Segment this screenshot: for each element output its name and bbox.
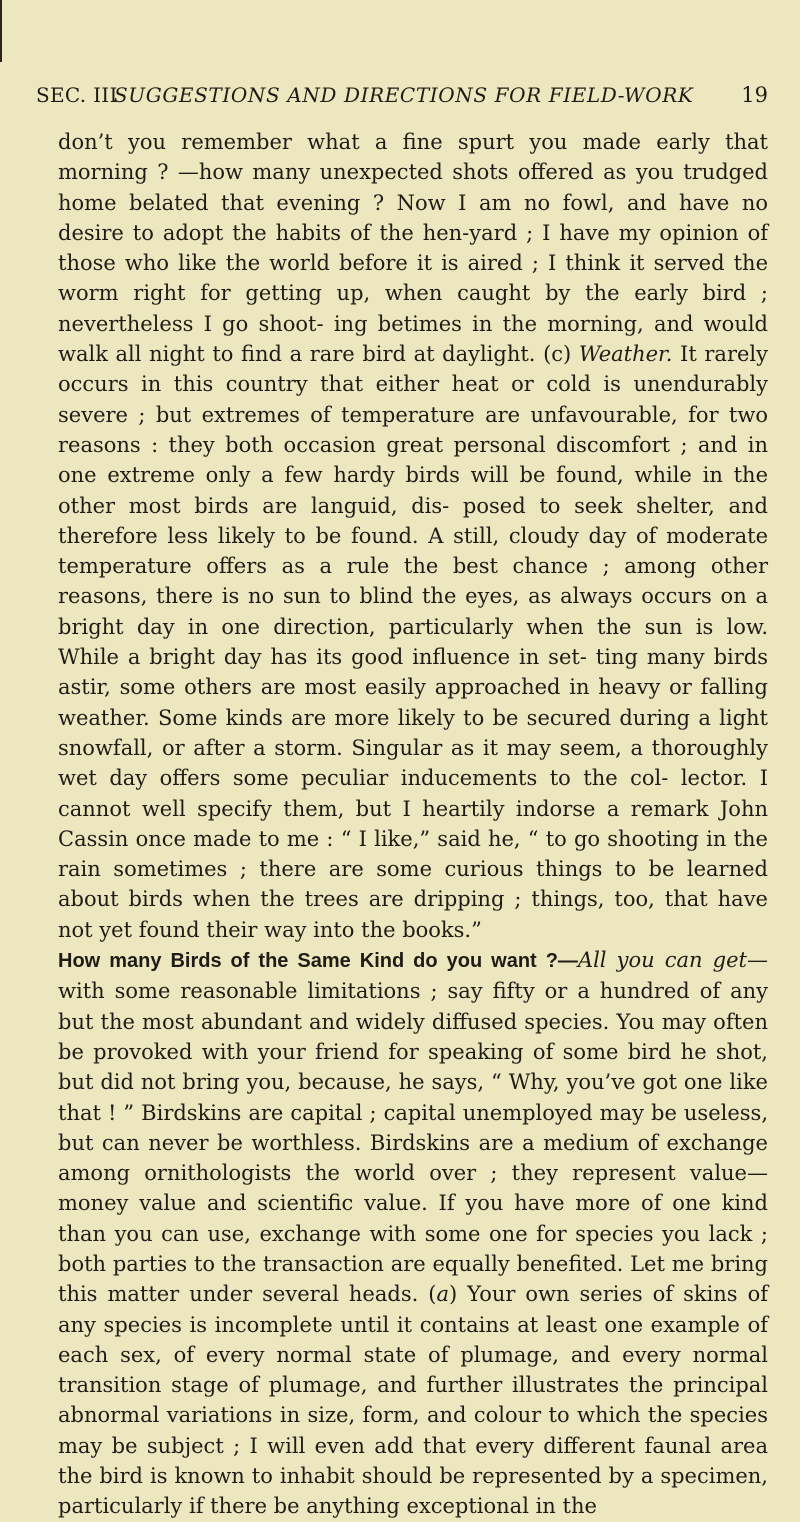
page-header	[36, 78, 768, 112]
item-letter-a: a	[436, 1282, 449, 1307]
paragraph2-text-a: —with some reasonable limitations ; say fifty or a hundred of any but the most abundant and widely diffused species. You may often be provoked with your friend for speaking of some bird he shot, but did not bring you, because, he says, “ Why, you’ve got one like that ! ” Birdskins are capital ; capital unemployed may be useless, but can never be worthless. Birdskins are a medium of exchange among ornithologists the world over ; they represent value—money value and scientific value. If you have more of one kind than you can use, exchange with some one for species you lack ; both parties to the transaction are equally benefited. Let me bring this matter under several heads. (	[58, 948, 768, 1307]
running-title: SUGGESTIONS AND DIRECTIONS FOR FIELD-WORK	[114, 83, 694, 107]
body-text	[58, 127, 768, 1522]
page-number: 19	[741, 83, 768, 107]
paragraph1-text-b: It rarely occurs in this country that either heat or cold is unendurably severe ; but extremes of temperature are unfavourable, for two reasons : they both occasion great personal discomfort ; and in one extreme only a few hardy birds will be found, while in the other most birds are languid, dis- posed to seek shelter, and therefore less likely to be found. A still, cloudy day of moderate temperature offers as a rule the best chance ; among other reasons, there is no sun to blind the eyes, as always occurs on a bright day in one direction, particularly when the sun is low. While a bright day has its good influence in set- ting many birds astir, some others are most easily approached in heavy or falling weather. Some kinds are more likely to be secured during a light snowfall, or after a storm. Singular as it may seem, a thoroughly wet day offers some peculiar inducements to the col- lector. I cannot well specify them, but I heartily indorse a remark John Cassin once made to me : “ I like,” said he, “ to go shooting in the rain sometimes ; there are some curious things to be learned about birds when the trees are dripping ; things, too, that have not yet found their way into the books.”	[58, 342, 768, 942]
paragraph-how-many-birds	[58, 945, 768, 1522]
italic-answer: All you can get	[577, 948, 747, 973]
page-edge-line	[0, 0, 2, 62]
paragraph1-text-a: don’t you remember what a fine spurt you made early that morning ? —how many unexpected shots offered as you trudged home belated that evening ? Now I am no fowl, and have no desire to adopt the habits of the hen-yard ; I have my opinion of those who like the world before it is aired ; I think it served the worm right for getting up, when caught by the early bird ; nevertheless I go shoot- ing betimes in the morning, and would walk all night to find a rare bird at daylight. (c)	[58, 130, 768, 367]
paragraph2-text-b: ) Your own series of skins of any species is incomplete until it contains at least one example of each sex, of every normal state of plumage, and every normal transition stage of plumage, and further illustrates the principal abnormal variations in size, form, and colour to which the species may be subject ; I will even add that every different faunal area the bird is known to inhabit should be represented by a specimen, particularly if there be anything exceptional in the	[58, 1282, 768, 1519]
paragraph-weather	[58, 127, 768, 945]
section-subheading: How many Birds of the Same Kind do you want ?—	[58, 950, 578, 973]
section-label: SEC. III	[36, 83, 118, 107]
weather-heading: Weather.	[578, 342, 673, 367]
